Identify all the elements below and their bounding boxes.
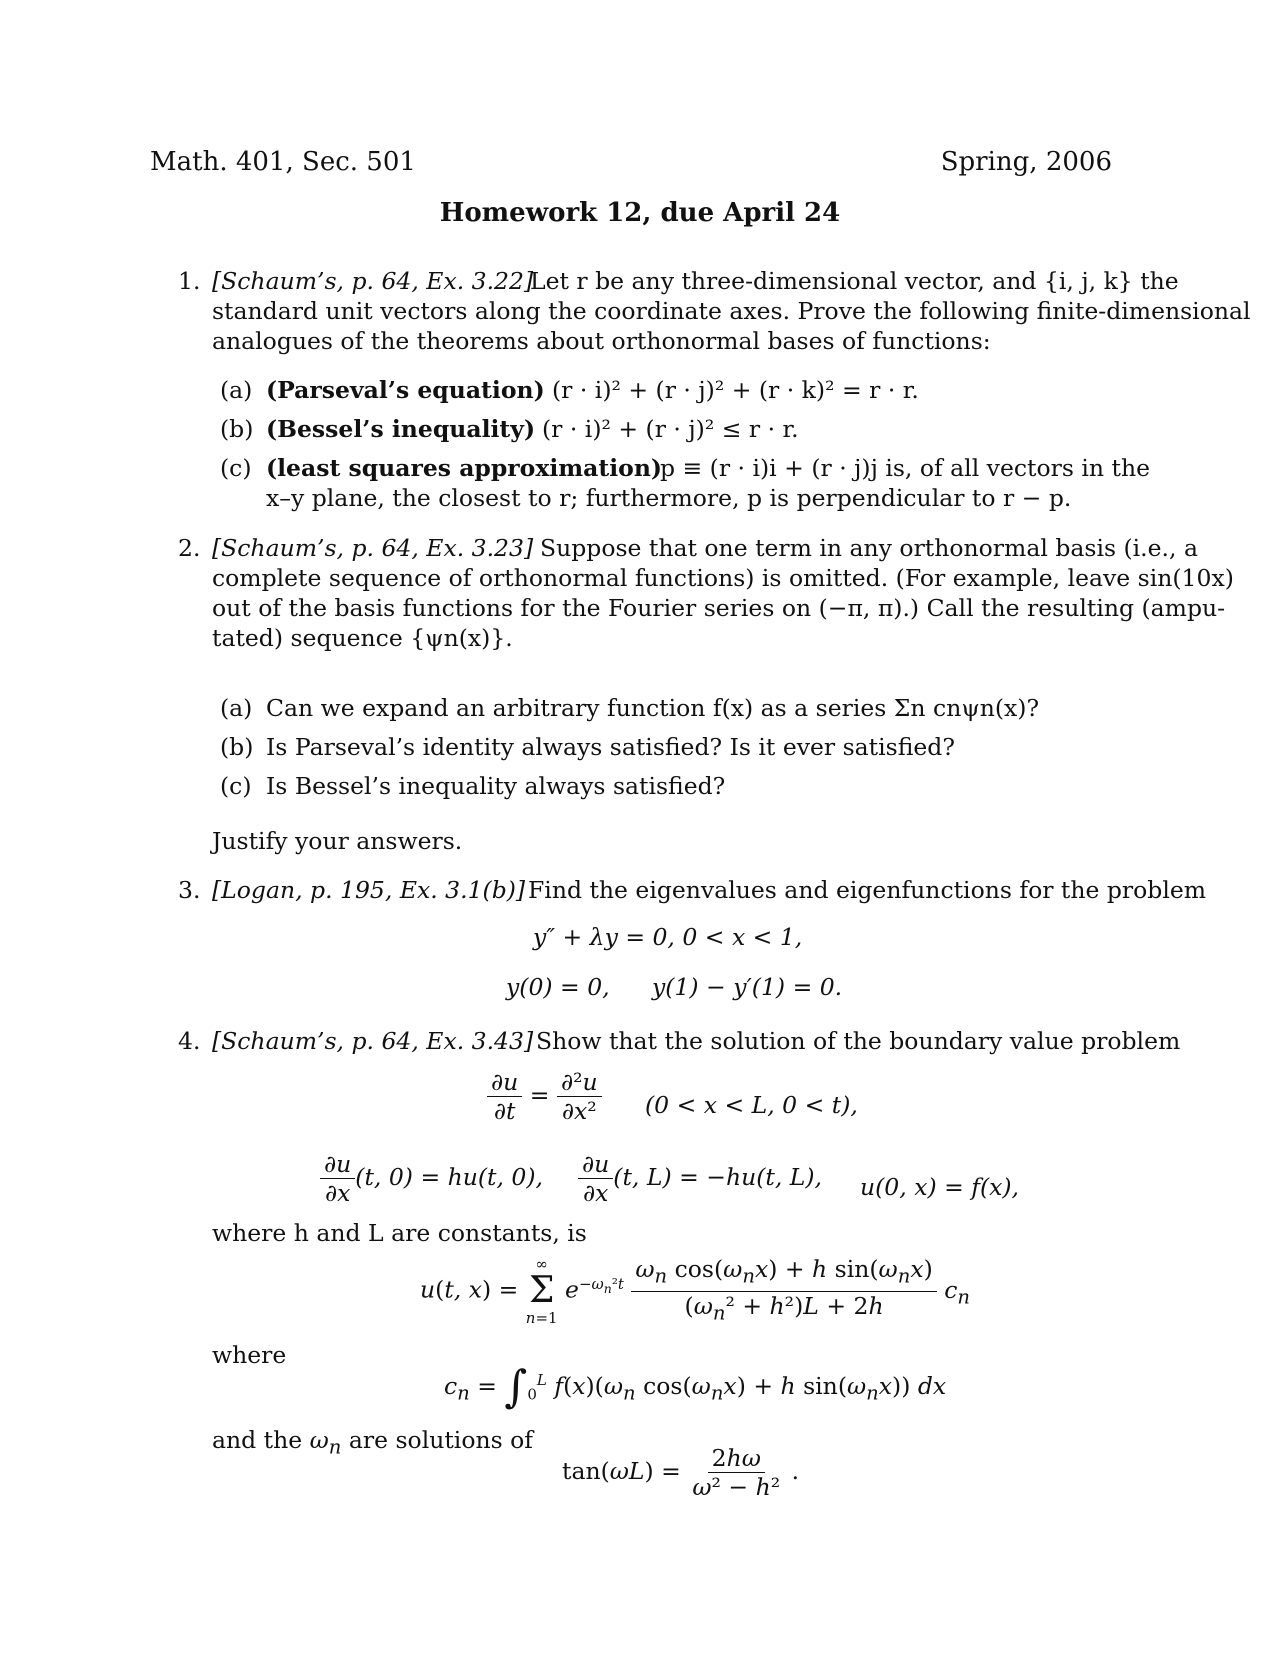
pde-condition: (0 < x < L, 0 < t),: [645, 1091, 858, 1119]
problem-1c-name: (least squares approximation): [266, 454, 663, 482]
problem-1a-text: (r · i)² + (r · j)² + (r · k)² = r · r.: [552, 376, 919, 404]
problem-2-line-2: complete sequence of orthonormal functions) is omitted. (For example, leave sin(10x): [212, 564, 1234, 592]
problem-1-line-1: Let r be any three-dimensional vector, and {i, j, k} the: [530, 267, 1179, 295]
problem-3-intro: Find the eigenvalues and eigenfunctions for the problem: [528, 876, 1207, 904]
problem-1-number: 1.: [178, 267, 201, 295]
problem-1-line-3: analogues of the theorems about orthonormal bases of functions:: [212, 327, 991, 355]
problem-3-equation-2b: y(1) − y′(1) = 0.: [652, 973, 843, 1001]
problem-3-source: [Logan, p. 195, Ex. 3.1(b)]: [212, 876, 526, 904]
where-text: where: [212, 1341, 287, 1369]
boundary-condition-1: $\frac{\partial u}{\partial x}$ (t, 0) = hu(t, 0),: [320, 1150, 543, 1207]
initial-condition: u(0, x) = f(x),: [860, 1173, 1020, 1201]
problem-2-line-4: tated) sequence {ψn(x)}.: [212, 624, 513, 652]
problem-2b-text: Is Parseval’s identity always satisfied? Is it ever satisfied?: [266, 733, 955, 761]
problem-1c-text: p ≡ (r · i)i + (r · j)j is, of all vectors in the: [660, 454, 1150, 482]
term-label: Spring, 2006: [940, 147, 1112, 177]
problem-2a-label: (a): [220, 694, 253, 722]
problem-1-source: [Schaum’s, p. 64, Ex. 3.22]: [212, 267, 534, 295]
problem-1b-label: (b): [220, 415, 254, 443]
problem-2b-label: (b): [220, 733, 254, 761]
problem-1a-name: (Parseval’s equation): [266, 376, 545, 404]
page-title: Homework 12, due April 24: [439, 198, 841, 228]
problem-1b-text: (r · i)² + (r · j)² ≤ r · r.: [542, 415, 799, 443]
tangent-equation: tan(ωL) = $\frac{2h\omega}{\text{ω² − h²}}$ .: [562, 1444, 800, 1501]
problem-4-source: [Schaum’s, p. 64, Ex. 3.43]: [212, 1027, 534, 1055]
problem-1a-label: (a): [220, 376, 253, 404]
omega-text: and the $\omega_n$ are solutions of: [212, 1426, 533, 1459]
problem-2c-text: Is Bessel’s inequality always satisfied?: [266, 772, 726, 800]
problem-2-source: [Schaum’s, p. 64, Ex. 3.23]: [212, 534, 534, 562]
where-constants-text: where h and L are constants, is: [212, 1219, 587, 1247]
problem-2a-text: Can we expand an arbitrary function f(x) as a series Σn cnψn(x)?: [266, 694, 1040, 722]
boundary-condition-2: $\frac{\partial u}{\partial x}$ (t, L) = −hu(t, L),: [578, 1150, 822, 1207]
problem-1c-text-2: x–y plane, the closest to r; furthermore, p is perpendicular to r − p.: [266, 484, 1072, 512]
problem-3-equation-1: y″ + λy = 0, 0 < x < 1,: [533, 923, 803, 951]
problem-1c-label: (c): [220, 454, 252, 482]
problem-2-closing: Justify your answers.: [212, 827, 463, 855]
problem-2c-label: (c): [220, 772, 252, 800]
problem-2-line-1: Suppose that one term in any orthonormal basis (i.e., a: [540, 534, 1198, 562]
coefficient-integral: $c_n = \int_0^L$ $f(x)(\omega_n$ $\cos(\omega_nx) + h$ $\sin(\omega_nx)$) dx: [444, 1361, 947, 1413]
problem-3-equation-2a: y(0) = 0,: [506, 973, 610, 1001]
problem-4-intro: Show that the solution of the boundary value problem: [536, 1027, 1181, 1055]
course-label: Math. 401, Sec. 501: [150, 147, 416, 177]
problem-4-number: 4.: [178, 1027, 201, 1055]
problem-3-number: 3.: [178, 876, 201, 904]
pde-equation: $\frac{\partial u}{\partial t}$ = $\frac{\text{∂²u}}{\text{∂x²}}$: [487, 1068, 602, 1125]
problem-2-number: 2.: [178, 534, 201, 562]
problem-1b-name: (Bessel’s inequality): [266, 415, 536, 443]
problem-2-line-3: out of the basis functions for the Fourier series on (−π, π).) Call the resulting (ampu-: [212, 594, 1226, 622]
problem-1-line-2: standard unit vectors along the coordinate axes. Prove the following finite-dimensional: [212, 297, 1251, 325]
solution-series: u(t, x) = ∞ Σ n=1 $e^{-\omega_n^2t}$ $\frac{\omega_n \cos(\omega_nx) + h \sin(\omega_nx)}{(\omega_n^2 + h^2)L + 2h}$ $c_n$: [420, 1255, 971, 1328]
